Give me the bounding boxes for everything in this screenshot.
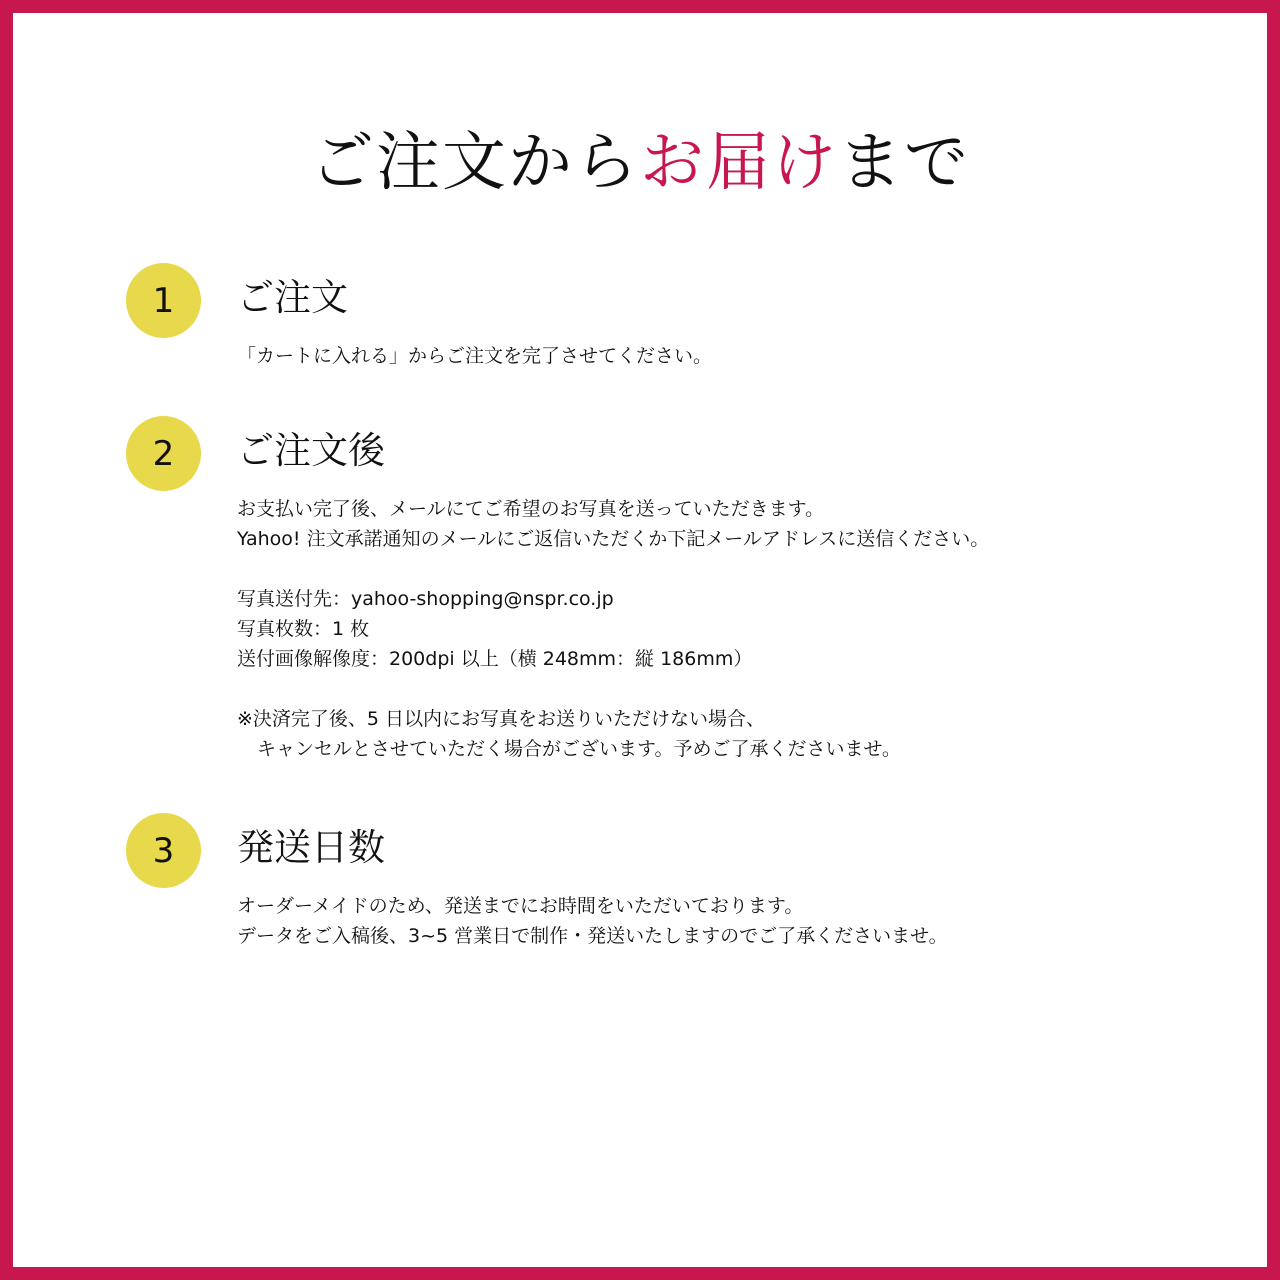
step-body-line: 「カートに入れる」からご注文を完了させてください。 bbox=[237, 345, 713, 367]
step-body bbox=[237, 494, 1247, 764]
cancellation-note: ※決済完了後、5 日以内にお写真をお送りいただけない場合、 bbox=[237, 708, 766, 730]
step-heading: ご注文 bbox=[237, 276, 348, 319]
step-body-line: オーダーメイドのため、発送までにお時間をいただいております。 bbox=[237, 895, 804, 917]
photo-count: 写真枚数：1 枚 bbox=[237, 618, 370, 640]
step-body-line: データをご入稿後、3~5 営業日で制作・発送いたしますのでご了承くださいませ。 bbox=[237, 925, 948, 947]
title-accent: お届け bbox=[640, 126, 838, 200]
title-part-1: ご注文から bbox=[310, 126, 640, 200]
photo-destination: 写真送付先：yahoo-shopping@nspr.co.jp bbox=[237, 588, 614, 610]
step-body-line: お支払い完了後、メールにてご希望のお写真を送っていただきます。 bbox=[237, 498, 825, 520]
step-body bbox=[237, 891, 1247, 951]
paragraph-spacer bbox=[237, 554, 1247, 584]
title-part-2: まで bbox=[838, 126, 970, 200]
step-body-line: Yahoo! 注文承諾通知のメールにご返信いただくか下記メールアドレスに送信ください。 bbox=[237, 528, 990, 550]
step-number-badge: 3 bbox=[126, 813, 201, 888]
cancellation-note-continued: キャンセルとさせていただく場合がございます。予めご了承くださいませ。 bbox=[257, 738, 901, 760]
step-number-badge: 1 bbox=[126, 263, 201, 338]
step-heading: 発送日数 bbox=[237, 826, 385, 869]
step-number-badge: 2 bbox=[126, 416, 201, 491]
page-title bbox=[13, 121, 1267, 205]
step-body bbox=[237, 341, 1247, 371]
photo-resolution: 送付画像解像度：200dpi 以上（横 248mm：縦 186mm） bbox=[237, 648, 753, 670]
paragraph-spacer bbox=[237, 674, 1247, 704]
step-heading: ご注文後 bbox=[237, 429, 385, 472]
